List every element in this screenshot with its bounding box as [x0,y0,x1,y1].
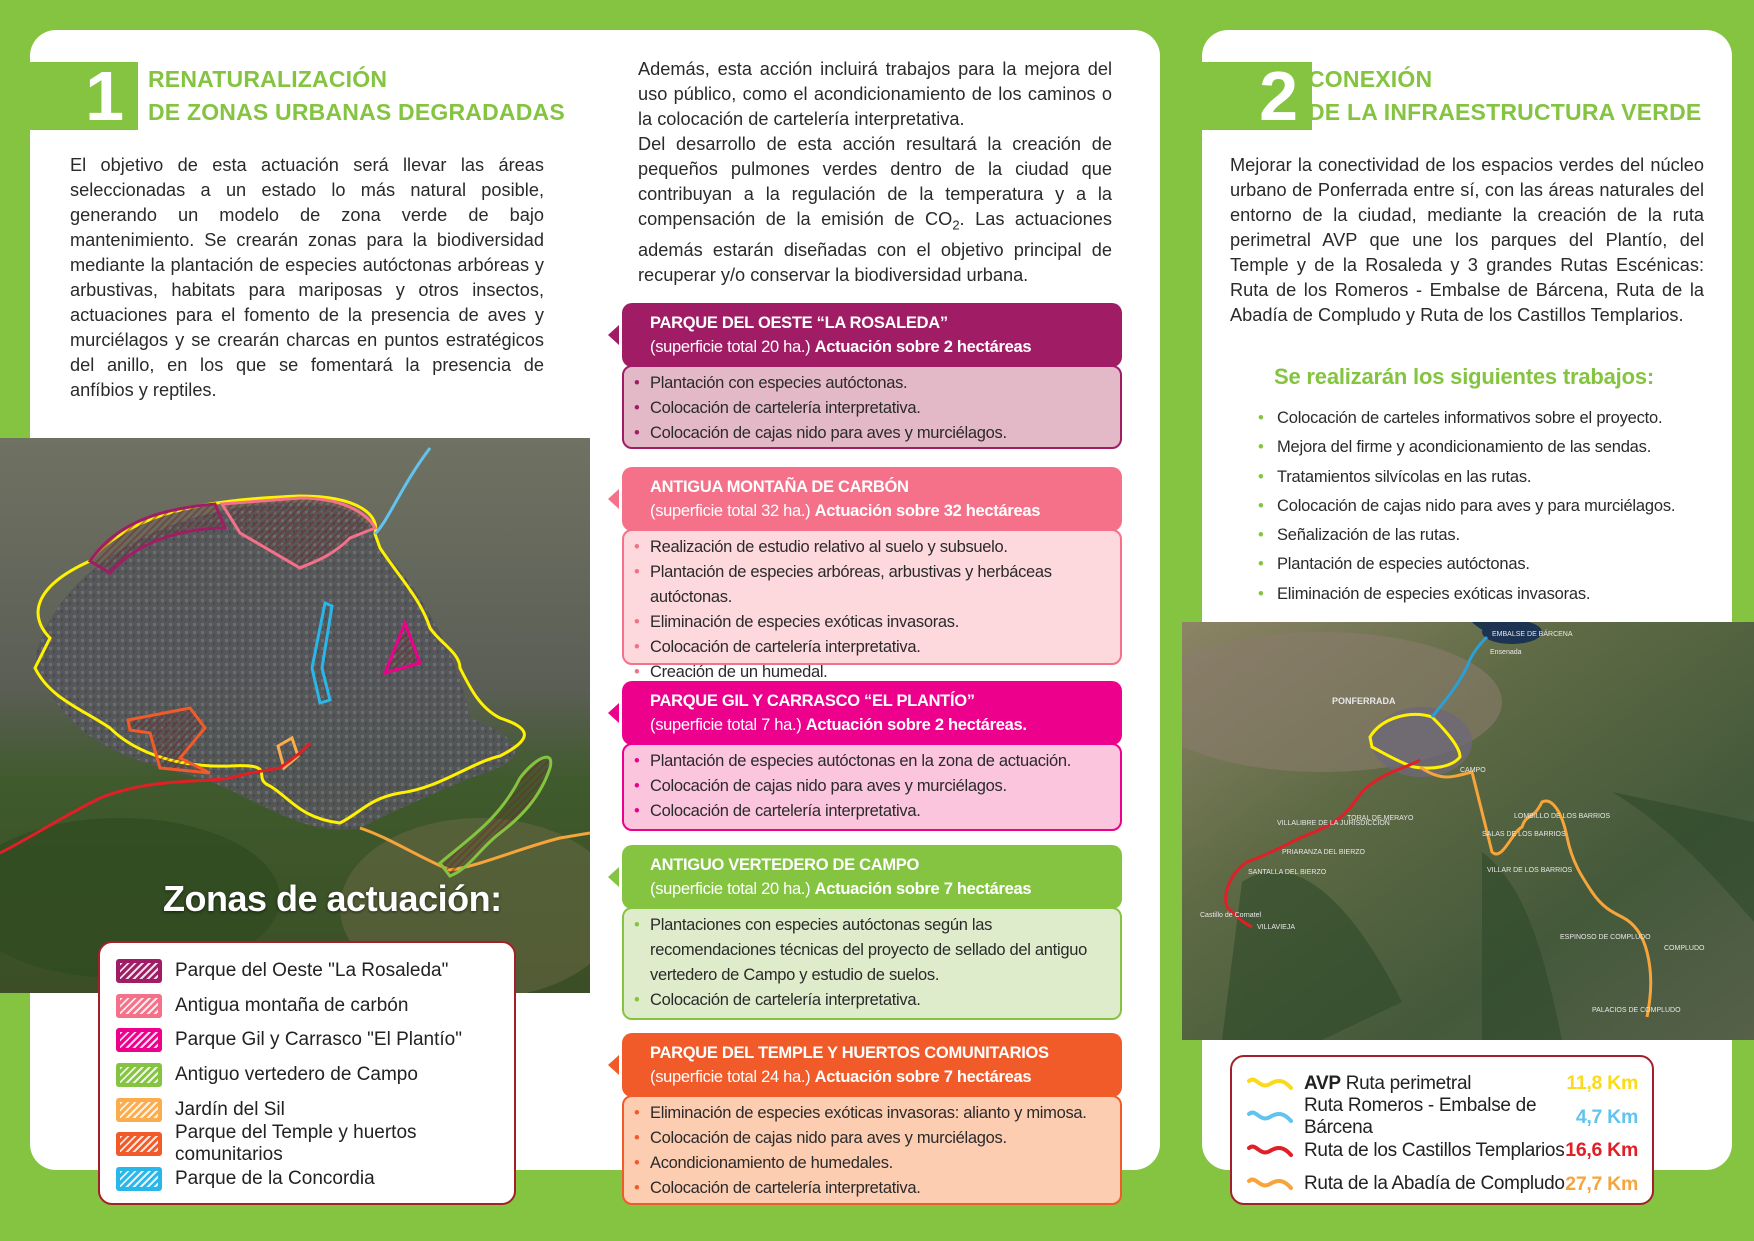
route-distance: 27,7 Km [1565,1172,1638,1195]
map-label-villar: VILLAR DE LOS BARRIOS [1487,867,1573,874]
card-item: • Colocación de cajas nido para aves y murciélagos. [634,774,1112,799]
text-part: Del desarrollo de esta acción resultará la creación de pequeños pulmones verdes dentro de la ciudad que contribuyan a la regulación de la temperatura y a la compensación de la emisión de CO [638,134,1112,229]
card-vertedero [622,845,1122,1020]
route-acronym: AVP [1304,1072,1341,1094]
title-line-1: CONEXIÓN [1308,66,1433,92]
surface-text: (superficie total 20 ha.) [650,338,811,356]
section-2-number [1202,57,1312,135]
card-rosaleda [622,303,1122,449]
route-distance: 16,6 Km [1565,1139,1638,1162]
title-line-2: DE LA INFRAESTRUCTURA VERDE [1308,99,1702,125]
routes-legend [1230,1055,1654,1205]
route-distance: 11,8 Km [1566,1072,1638,1095]
card-item: • Colocación de cartelería interpretativa. [634,988,1112,1013]
works-title: Se realizarán los siguientes trabajos: [1274,364,1654,389]
paragraph-green-lungs [638,132,1112,288]
hatched-swatch-icon [116,1098,162,1122]
legend-item-temple [116,1122,514,1166]
card-item: • Eliminación de especies exóticas invasoras: alianto y mimosa. [634,1101,1112,1126]
co2-subscript: 2 [952,217,960,233]
card-item: • Plantación con especies autóctonas. [634,371,1112,396]
map-label-toral: TORAL DE MERAYO [1347,815,1414,822]
route-name [1304,1073,1566,1095]
legend-label: Parque Gil y Carrasco "El Plantío" [175,1029,462,1051]
paragraph-public-use: Además, esta acción incluirá trabajos para la mejora del uso público, como el acondicionamiento de los caminos o la colocación de cartelería interpretativa. [638,59,1112,129]
card-items [622,365,1122,449]
intro-paragraph: El objetivo de esta actuación será llevar las áreas seleccionadas a un estado lo más natural posible, generando un modelo de zona verde de bajo mantenimiento. Se crearán zonas para la biodiversidad mediante la plantación de especies autóctonas arbóreas y arbustivas, habitats para mariposas y otros insectos, actuaciones para el fomento de la presencia de aves y murciélagos y se crearán charcas en puntos estratégicos del anillo, en los que se fomentará la presencia de anfíbios y reptiles. [70,155,544,400]
route-distance: 4,7 Km [1575,1105,1638,1128]
wave-line-icon [1246,1176,1294,1192]
hatched-swatch-icon [116,1063,162,1087]
section-1-column-2 [638,57,1112,288]
card-subtitle [650,338,1031,356]
works-item: • Plantación de especies autóctonas. [1258,550,1675,579]
pointer-arrow-icon [608,867,619,887]
legend-label: Parque del Oeste "La Rosaleda" [175,960,449,982]
card-header [622,681,1122,745]
works-item: • Colocación de carteles informativos sobre el proyecto. [1258,404,1675,433]
card-plantio [622,681,1122,831]
map-label-villavieja: VILLAVIEJA [1257,924,1296,931]
map-label-salas: SALAS DE LOS BARRIOS [1482,831,1566,838]
works-item: • Mejora del firme y acondicionamiento de las sendas. [1258,433,1675,462]
action-text: Actuación sobre 32 hectáreas [814,502,1041,520]
route-label: Ruta perimetral [1340,1072,1472,1094]
section-2-title [1308,63,1701,129]
card-item: • Colocación de cajas nido para aves y murciélagos. [634,421,1112,446]
card-header [622,467,1122,531]
hatched-swatch-icon [116,1167,162,1191]
works-item: • Colocación de cajas nido para aves y para murciélagos. [1258,492,1675,521]
text-part: . Las actuaciones además estarán diseñadas con el objetivo principal de recuperar y/o conservar la biodiversidad urbana. [638,209,1112,285]
card-subtitle [650,502,1040,520]
works-item: • Eliminación de especies exóticas invasoras. [1258,580,1675,609]
card-items [622,743,1122,831]
card-title: PARQUE DEL TEMPLE Y HUERTOS COMUNITARIOS [650,1044,1049,1062]
map-label-priaranza: PRIARANZA DEL BIERZO [1282,849,1365,856]
legend-item-rosaleda [116,954,514,989]
works-list [1258,404,1675,609]
card-items [622,907,1122,1020]
card-temple [622,1033,1122,1205]
route-name: Ruta de los Castillos Templarios [1304,1139,1565,1161]
card-items [622,529,1122,681]
card-subtitle [650,1068,1031,1086]
card-item: • Colocación de cartelería interpretativa. [634,635,1112,660]
card-item: • Colocación de cartelería interpretativa. [634,799,1112,824]
route-name: Ruta Romeros - Embalse de Bárcena [1304,1095,1537,1139]
intro-paragraph: Mejorar la conectividad de los espacios verdes del núcleo urbano de Ponferrada entre sí, con las áreas naturales del entorno de la ciudad, mediante la creación de la ruta perimetral AVP que une los parques del Plantío, del Temple y de la Rosaleda y 3 grandes Rutas Escénicas: Ruta de los Romeros - Embalse de Bárcena, Ruta de la Abadía de Compludo y Ruta de los Castillos Templarios. [1230,155,1704,325]
hatched-swatch-icon [116,1132,162,1156]
map-label-city: PONFERRADA [1332,696,1396,706]
map-label-castillo: Castillo de Cornatel [1200,912,1262,919]
card-item: • Colocación de cartelería interpretativa. [634,1176,1112,1201]
map-label-palacios: PALACIOS DE COMPLUDO [1592,1007,1681,1014]
card-item: • Creación de un humedal. [634,660,1112,685]
map-label-compludo: COMPLUDO [1664,945,1705,952]
card-items [622,1095,1122,1205]
works-item: • Señalización de las rutas. [1258,521,1675,550]
surface-text: (superficie total 32 ha.) [650,502,811,520]
route-castillos [1246,1134,1638,1168]
works-item: • Tratamientos silvícolas en las rutas. [1258,463,1675,492]
card-header [622,845,1122,909]
routes-satellite-map [1182,622,1754,1040]
surface-text: (superficie total 24 ha.) [650,1068,811,1086]
action-text: Actuación sobre 7 hectáreas [814,880,1032,898]
hatched-swatch-icon [116,959,162,983]
pointer-arrow-icon [608,1055,619,1075]
card-subtitle [650,880,1031,898]
card-header [622,1033,1122,1097]
map-label-villalibre: VILLALIBRE DE LA JURISDICCIÓN [1277,820,1390,827]
card-subtitle [650,716,1027,734]
title-line-1: RENATURALIZACIÓN [148,66,388,92]
action-text: Actuación sobre 7 hectáreas [814,1068,1032,1086]
surface-text: (superficie total 20 ha.) [650,880,811,898]
hatched-swatch-icon [116,1028,162,1052]
legend-label: Antigua montaña de carbón [175,994,409,1016]
card-title: PARQUE GIL Y CARRASCO “EL PLANTÍO” [650,692,975,710]
card-item: • Realización de estudio relativo al suelo y subsuelo. [634,535,1112,560]
pointer-arrow-icon [608,489,619,509]
wave-line-icon [1246,1076,1294,1092]
card-header [622,303,1122,367]
section-1-intro [70,153,544,403]
pointer-arrow-icon [608,325,619,345]
card-item: • Eliminación de especies exóticas invasoras. [634,610,1112,635]
map-label-embalse: EMBALSE DE BÁRCENA [1492,631,1573,638]
wave-line-icon [1246,1109,1294,1125]
section-number: 2 [1259,57,1298,135]
map-label-lombillo: LOMBILLO DE LOS BARRIOS [1514,813,1611,820]
route-name: Ruta de la Abadía de Compludo [1304,1173,1565,1195]
card-carbon [622,467,1122,681]
map-label-espinoso: ESPINOSO DE COMPLUDO [1560,934,1651,941]
pointer-arrow-icon [608,703,619,723]
card-item: • Colocación de cajas nido para aves y murciélagos. [634,1126,1112,1151]
hatched-swatch-icon [116,994,162,1018]
legend-label: Jardín del Sil [175,1098,285,1120]
map-label-ensenada: Ensenada [1490,649,1522,656]
zones-map-title: Zonas de actuación: [163,878,502,919]
surface-text: (superficie total 7 ha.) [650,716,802,734]
legend-label: Antiguo vertedero de Campo [175,1064,418,1086]
card-title: ANTIGUA MONTAÑA DE CARBÓN [650,478,909,496]
section-2-intro [1230,153,1704,328]
route-compludo [1246,1168,1638,1202]
section-1-title [148,63,565,129]
card-title: ANTIGUO VERTEDERO DE CAMPO [650,856,920,874]
legend-item-plantio [116,1023,514,1058]
map-label-campo: CAMPO [1460,767,1486,774]
action-text: Actuación sobre 2 hectáreas. [805,716,1027,734]
legend-item-concordia [116,1162,514,1197]
route-romeros [1246,1095,1638,1139]
zones-legend [98,941,516,1205]
wave-line-icon [1246,1143,1294,1159]
card-item: • Plantación de especies autóctonas en la zona de actuación. [634,749,1112,774]
card-title: PARQUE DEL OESTE “LA ROSALEDA” [650,314,948,332]
legend-label: Parque del Temple y huertos comunitarios [175,1122,417,1166]
action-text: Actuación sobre 2 hectáreas [814,338,1032,356]
title-line-2: DE ZONAS URBANAS DEGRADADAS [148,99,565,125]
legend-item-vertedero [116,1058,514,1093]
legend-label: Parque de la Concordia [175,1167,375,1189]
section-number: 1 [85,57,124,135]
card-item: • Plantaciones con especies autóctonas según las recomendaciones técnicas del proyecto de sellado del antiguo vertedero de Campo y estudio de suelos. [634,913,1112,988]
routes-map-graphic [1182,622,1754,1040]
card-item: • Plantación de especies arbóreas, arbustivas y herbáceas autóctonas. [634,560,1112,610]
section-1-number [30,57,138,135]
card-item: • Colocación de cartelería interpretativa. [634,396,1112,421]
legend-item-carbon [116,989,514,1024]
card-item: • Acondicionamiento de humedales. [634,1151,1112,1176]
map-label-santalla: SANTALLA DEL BIERZO [1248,869,1327,876]
